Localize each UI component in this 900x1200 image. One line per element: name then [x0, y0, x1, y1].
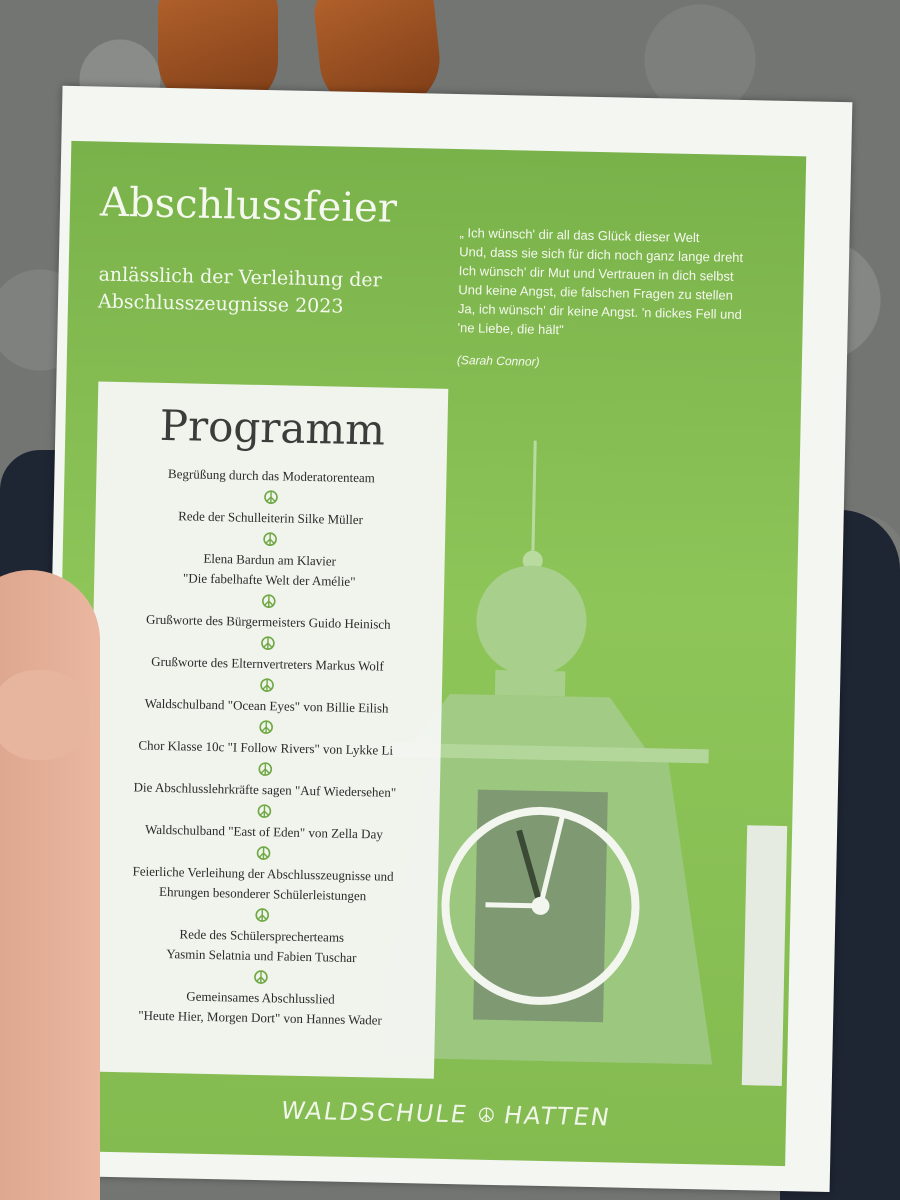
- program-box: [84, 382, 448, 1079]
- program-item: [92, 650, 442, 677]
- program-item-line: Die Abschlusslehrkräfte sagen "Auf Wiedersehen": [133, 779, 397, 800]
- program-item-line: Rede der Schulleiterin Silke Müller: [177, 508, 364, 528]
- holding-hand: [0, 570, 100, 1200]
- peace-icon: [253, 969, 269, 985]
- program-item-line: "Die fabelhafte Welt der Amélie": [182, 570, 356, 589]
- program-item: [86, 922, 437, 969]
- peace-icon: [477, 1088, 495, 1142]
- flyer-green-panel: [50, 141, 806, 1166]
- peace-icon: [261, 593, 277, 609]
- peace-icon: [260, 635, 276, 651]
- program-item-line: Begrüßung durch das Moderatorenteam: [167, 466, 375, 486]
- program-item-line: Waldschulband "East of Eden" von Zella Day: [144, 821, 383, 842]
- flyer: [40, 86, 853, 1192]
- program-item: [95, 505, 445, 532]
- program-item: [88, 860, 439, 907]
- quote-author: (Sarah Connor): [456, 353, 540, 369]
- quote-line: Ich wünsch' dir Mut und Vertrauen in dich selbst: [458, 263, 734, 284]
- peace-icon: [263, 489, 279, 505]
- program-item-line: Grußworte des Bürgermeisters Guido Heinisch: [145, 611, 391, 632]
- quote-line: Ja, ich wünsch' dir keine Angst. 'n dickes Fell und: [457, 301, 742, 323]
- logo-word-right: HATTEN: [502, 1101, 614, 1132]
- peace-icon: [256, 803, 272, 819]
- program-title: Programm: [159, 400, 386, 455]
- peace-icon: [259, 677, 275, 693]
- peace-icon: [262, 531, 278, 547]
- peace-icon: [258, 719, 274, 735]
- program-item: [91, 692, 441, 719]
- program-item: [90, 776, 440, 803]
- program-item-line: Elena Bardun am Klavier: [203, 550, 337, 569]
- peace-icon: [257, 761, 273, 777]
- program-item: [94, 547, 445, 594]
- quote-line: Und keine Angst, die falschen Fragen zu stellen: [458, 282, 734, 303]
- peace-icon: [255, 845, 271, 861]
- flyer-title: Abschlussfeier: [99, 179, 398, 232]
- quote-line: 'ne Liebe, die hält": [457, 320, 564, 338]
- program-item-line: Yasmin Selatnia und Fabien Tuschar: [166, 946, 357, 966]
- program-item-line: "Heute Hier, Morgen Dort" von Hannes Wader: [138, 1007, 383, 1028]
- program-item-line: Gemeinsames Abschlusslied: [186, 988, 335, 1007]
- school-logo: [278, 1076, 614, 1153]
- program-item-line: Rede des Schülersprecherteams: [179, 926, 345, 945]
- thumb: [0, 670, 90, 760]
- subtitle-line: anlässlich der Verleihung der: [98, 263, 382, 292]
- flyer-subtitle: [98, 262, 439, 323]
- quote-line: „ Ich wünsch' dir all das Glück dieser Welt: [459, 225, 700, 246]
- program-item: [85, 984, 436, 1031]
- program-item-line: Ehrungen besonderer Schülerleistungen: [158, 883, 367, 904]
- quote-line: Und, dass sie sich für dich noch ganz lange dreht: [459, 244, 744, 266]
- program-item-line: Waldschulband "Ocean Eyes" von Billie Eilish: [144, 695, 389, 716]
- peace-icon: [254, 907, 270, 923]
- program-item-line: Feierliche Verleihung der Abschlusszeugnisse und: [132, 863, 394, 884]
- program-item: [93, 608, 443, 635]
- program-item: [91, 734, 441, 761]
- program-item-line: Chor Klasse 10c "I Follow Rivers" von Lykke Li: [138, 737, 394, 758]
- program-item: [96, 463, 446, 490]
- song-quote: [457, 223, 800, 377]
- logo-word-left: WALDSCHULE: [278, 1096, 471, 1129]
- program-item: [89, 818, 439, 845]
- program-item-line: Grußworte des Elternvertreters Markus Wolf: [151, 653, 384, 674]
- subtitle-line: Abschlusszeugnisse 2023: [97, 290, 344, 318]
